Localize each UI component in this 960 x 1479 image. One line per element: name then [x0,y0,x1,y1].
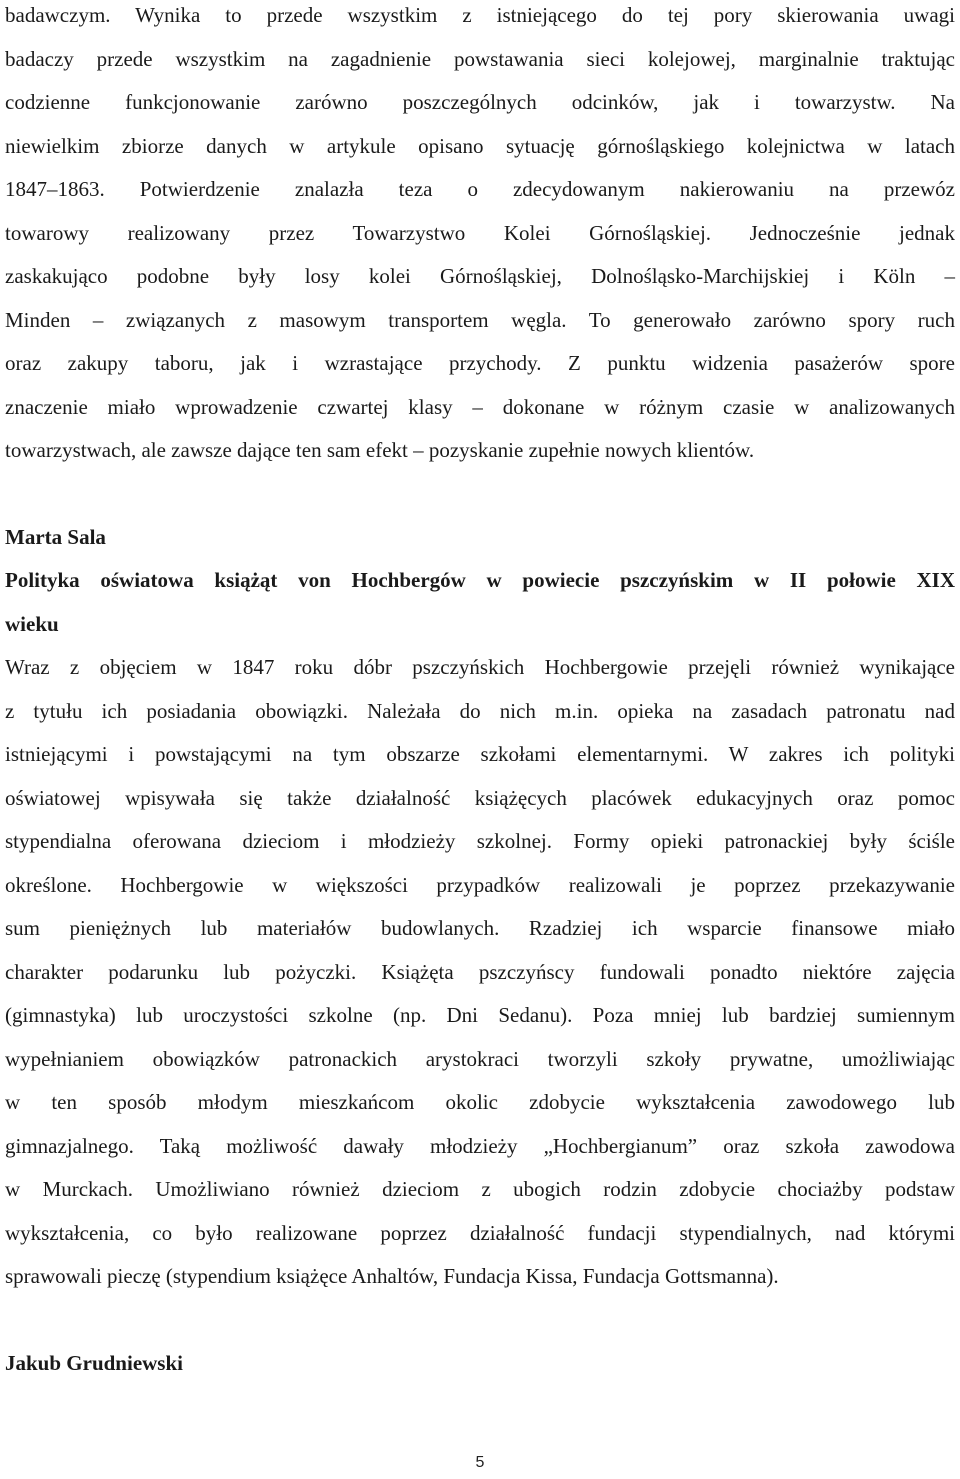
text-line: stypendialna oferowana dzieciom i młodzieży szkolnej. Formy opieki patronackiej były ściśle [5,829,955,853]
text-line: w Murckach. Umożliwiano również dzieciom z ubogich rodzin zdobycie chociażby podstaw [5,1177,955,1201]
text-line: 1847–1863. Potwierdzenie znalazła teza o zdecydowanym nakierowaniu na przewóz [5,177,955,201]
author-name: Marta Sala [5,524,106,549]
text-line: codzienne funkcjonowanie zarówno poszczególnych odcinków, jak i towarzystw. Na [5,90,955,114]
text-line: sprawowali pieczę (stypendium książęce Anhaltów, Fundacja Kissa, Fundacja Gottsmanna). [5,1264,779,1288]
text-line: oświatowej wpisywała się także działalność książęcych placówek edukacyjnych oraz pomoc [5,785,955,810]
section-spacer [5,479,955,522]
text-line: zaskakująco podobne były losy kolei Górnośląskiej, Dolnośląsko-Marchijskiej i Köln – [5,264,955,288]
text-line: z tytułu ich posiadania obowiązki. Należała do nich m.in. opieka na zasadach patronatu nad [5,698,955,723]
abstract-jakub-grudniewski [5,1348,955,1392]
text-line: wykształcenia, co było realizowane poprzez działalność fundacji stypendialnych, nad którymi [5,1220,955,1245]
text-line: znaczenie miało wprowadzenie czwartej klasy – dokonane w różnym czasie w analizowanych [5,394,955,419]
section-spacer [5,1305,955,1348]
paragraph-railway-summary [5,0,955,479]
text-line: (gimnastyka) lub uroczystości szkolne (np. Dni Sedanu). Poza mniej lub bardziej sumiennym [5,1003,955,1027]
text-line: towarzystwach, ale zawsze dające ten sam efekt – pozyskanie zupełnie nowych klientów. [5,438,755,462]
abstract-marta-sala [5,522,955,1305]
article-title-line: wieku [5,611,59,636]
text-line: badaczy przede wszystkim na zagadnienie powstawania sieci kolejowej, marginalnie traktując [5,46,955,71]
text-line: charakter podarunku lub pożyczki. Książęta pszczyńscy fundowali ponadto niektóre zajęcia [5,959,955,984]
text-line: w ten sposób młodym mieszkańcom okolic zdobycie wykształcenia zawodowego lub [5,1090,955,1114]
text-line: Minden – związanych z masowym transportem węgla. To generowało zarówno spory ruch [5,307,955,332]
text-line: określone. Hochbergowie w większości przypadków realizowali je poprzez przekazywanie [5,872,955,897]
article-title-line: Polityka oświatowa książąt von Hochbergów w powiecie pszczyńskim w II połowie XIX [5,568,955,592]
text-line: wypełnianiem obowiązków patronackich arystokraci tworzyli szkoły prywatne, umożliwiając [5,1046,955,1071]
page-number: 5 [475,1454,485,1471]
text-line: sum pieniężnych lub materiałów budowlanych. Rzadziej ich wsparcie finansowe miało [5,916,955,940]
text-line: niewielkim zbiorze danych w artykule opisano sytuację górnośląskiego kolejnictwa w latach [5,133,955,158]
text-line: gimnazjalnego. Taką możliwość dawały młodzieży „Hochbergianum” oraz szkoła zawodowa [5,1133,955,1158]
author-name: Jakub Grudniewski [5,1350,183,1375]
text-line: istniejącymi i powstającymi na tym obszarze szkołami elementarnymi. W zakres ich polityki [5,742,955,766]
text-line: badawczym. Wynika to przede wszystkim z istniejącego do tej pory skierowania uwagi [5,3,955,27]
text-line: Wraz z objęciem w 1847 roku dóbr pszczyńskich Hochbergowie przejęli również wynikające [5,655,955,679]
text-line: towarowy realizowany przez Towarzystwo Kolei Górnośląskiej. Jednocześnie jednak [5,220,955,245]
text-line: oraz zakupy taboru, jak i wzrastające przychody. Z punktu widzenia pasażerów spore [5,351,955,375]
